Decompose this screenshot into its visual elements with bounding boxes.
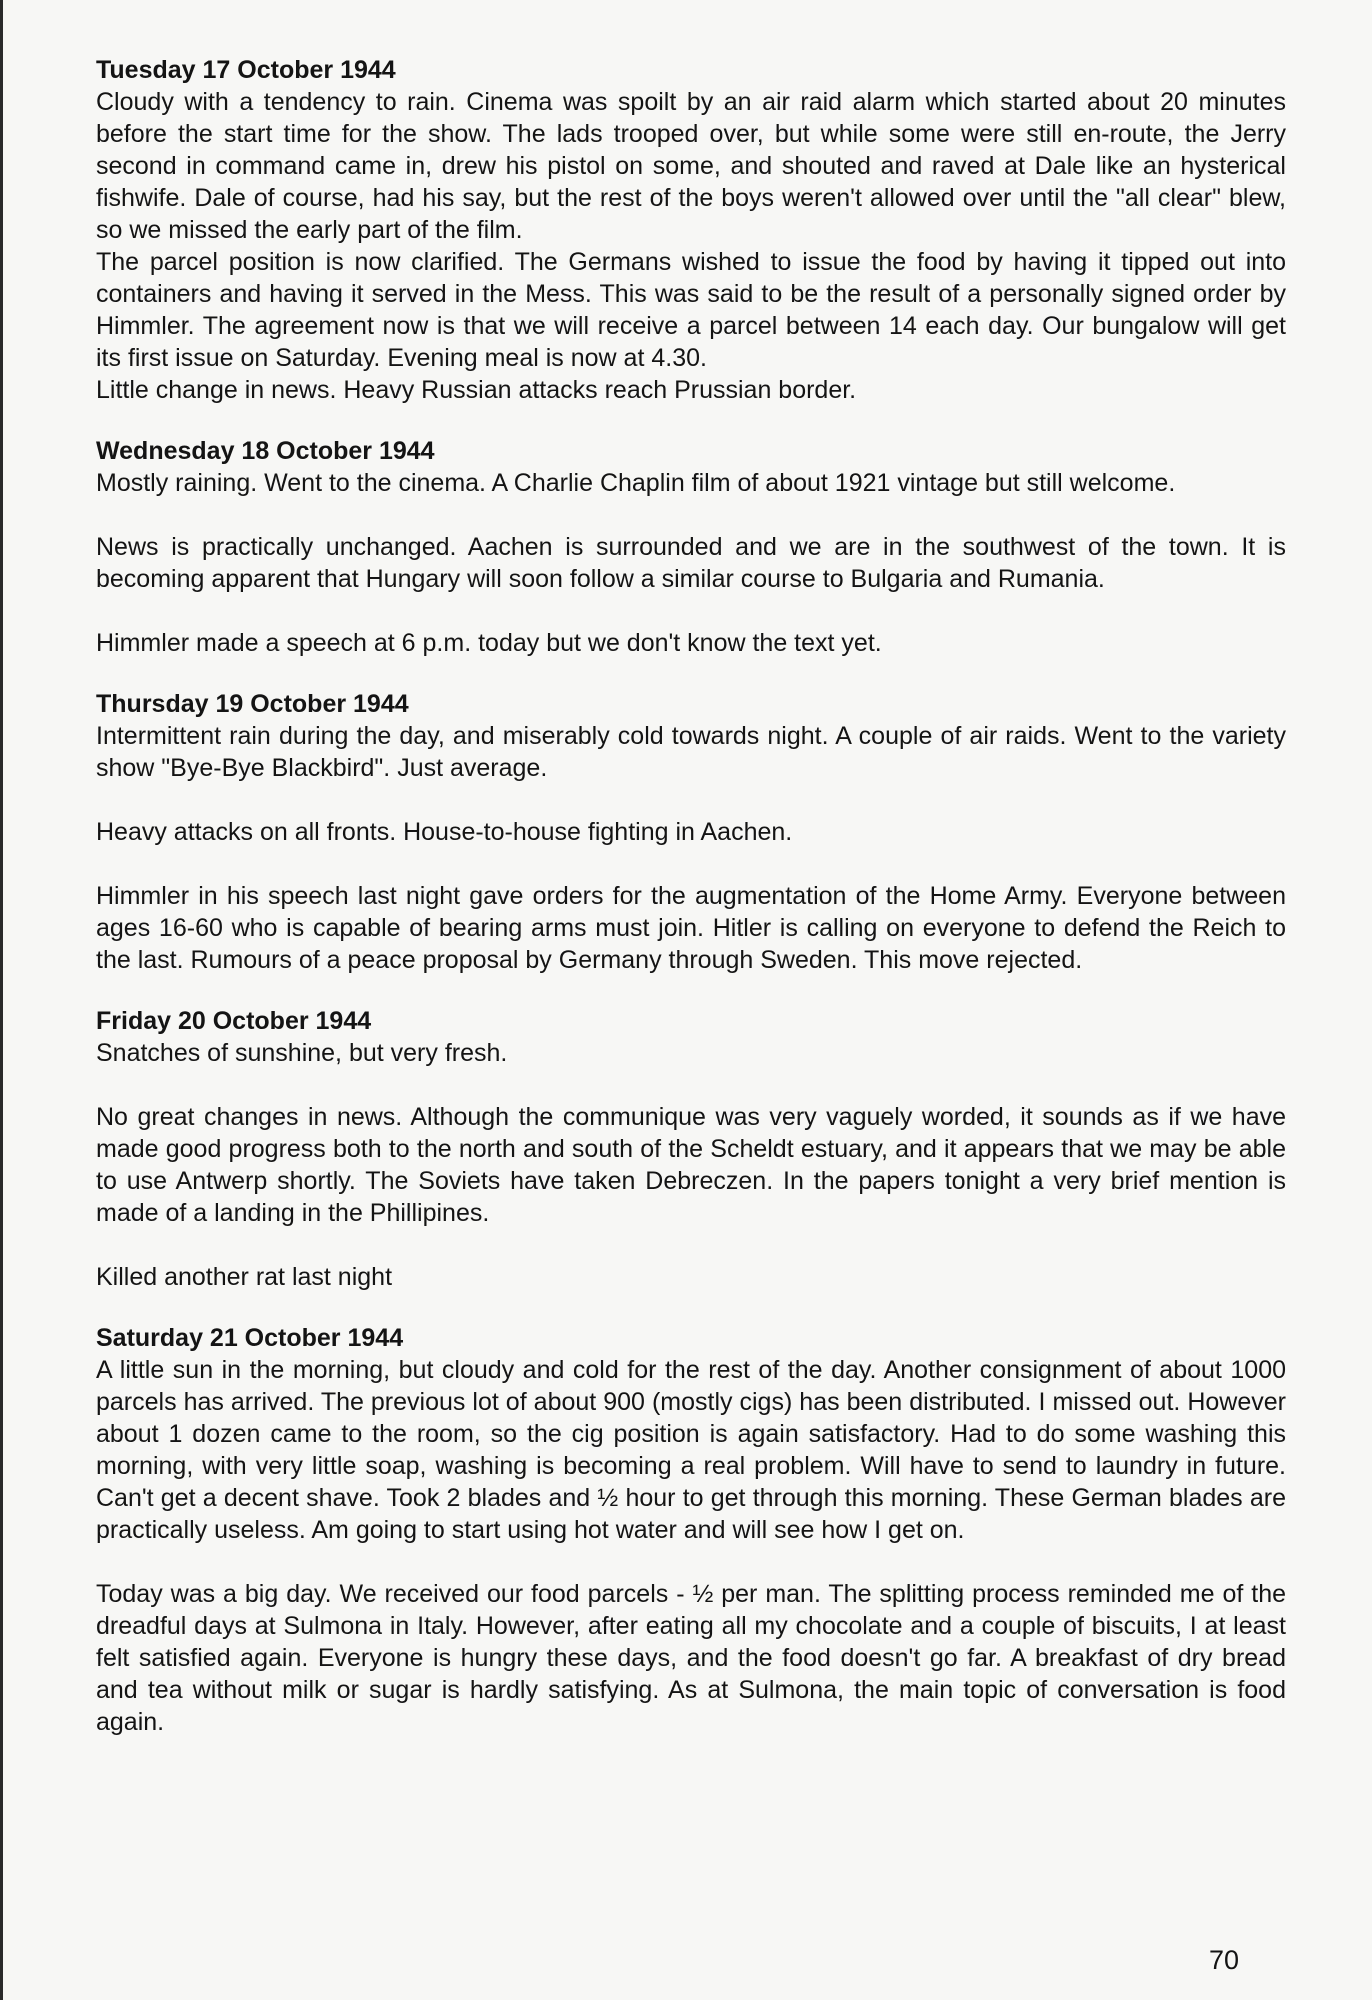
entry-paragraph: Killed another rat last night — [96, 1263, 393, 1291]
entry-paragraph: Mostly raining. Went to the cinema. A Charlie Chaplin film of about 1921 vintage but still welcome. — [96, 469, 1176, 497]
entry-paragraph: Himmler made a speech at 6 p.m. today but we don't know the text yet. — [96, 629, 882, 657]
entry-paragraph: Cloudy with a tendency to rain. Cinema was spoilt by an air raid alarm which started about 20 minutes before the start time for the show. The lads trooped over, but while some were still en-route, the Jerry second in command came in, drew his pistol on some, and shouted and raved at Dale like an hysterical fishwife. Dale of course, had his say, but the rest of the boys weren't allowed over until the "all clear" blew, so we missed the early part of the film. — [96, 88, 1286, 244]
entry-paragraph: Today was a big day. We received our food parcels - ½ per man. The splitting process reminded me of the dreadful days at Sulmona in Italy. However, after eating all my chocolate and a couple of biscuits, I at least felt satisfied again. Everyone is hungry these days, and the food doesn't go far. A breakfast of dry bread and tea without milk or sugar is hardly satisfying. As at Sulmona, the main topic of conversation is food again. — [96, 1580, 1286, 1736]
page-number: 70 — [1208, 1945, 1239, 1975]
entry-paragraph: Little change in news. Heavy Russian attacks reach Prussian border. — [96, 376, 857, 404]
entry-paragraph: Intermittent rain during the day, and miserably cold towards night. A couple of air raids. Went to the variety show "Bye-Bye Blackbird". Just average. — [96, 722, 1286, 782]
entry-paragraph: No great changes in news. Although the communique was very vaguely worded, it sounds as if we have made good progress both to the north and south of the Scheldt estuary, and it appears that we may be able to use Antwerp shortly. The Soviets have taken Debreczen. In the papers tonight a very brief mention is made of a landing in the Phillipines. — [96, 1103, 1286, 1227]
entry-paragraph: Heavy attacks on all fronts. House-to-house fighting in Aachen. — [96, 818, 793, 846]
entry-date: Saturday 21 October 1944 — [96, 1324, 404, 1352]
entry-paragraph: News is practically unchanged. Aachen is surrounded and we are in the southwest of the town. It is becoming apparent that Hungary will soon follow a similar course to Bulgaria and Rumania. — [96, 533, 1286, 593]
entry-date: Thursday 19 October 1944 — [96, 690, 409, 718]
diary-entry — [96, 435, 1286, 659]
diary-entry — [96, 54, 1286, 406]
diary-entry — [96, 1322, 1286, 1738]
diary-page — [96, 54, 1286, 1767]
entry-date: Tuesday 17 October 1944 — [96, 56, 396, 84]
page-edge-shadow — [0, 0, 3, 2000]
diary-entry — [96, 688, 1286, 976]
entry-date: Wednesday 18 October 1944 — [96, 437, 435, 465]
entry-paragraph: The parcel position is now clarified. The Germans wished to issue the food by having it tipped out into containers and having it served in the Mess. This was said to be the result of a personally signed order by Himmler. The agreement now is that we will receive a parcel between 14 each day. Our bungalow will get its first issue on Saturday. Evening meal is now at 4.30. — [96, 248, 1286, 372]
entry-paragraph: Snatches of sunshine, but very fresh. — [96, 1039, 508, 1067]
diary-entry — [96, 1005, 1286, 1293]
entry-date: Friday 20 October 1944 — [96, 1007, 372, 1035]
entry-paragraph: A little sun in the morning, but cloudy and cold for the rest of the day. Another consignment of about 1000 parcels has arrived. The previous lot of about 900 (mostly cigs) has been distributed. I missed out. However about 1 dozen came to the room, so the cig position is again satisfactory. Had to do some washing this morning, with very little soap, washing is becoming a real problem. Will have to send to laundry in future. Can't get a decent shave. Took 2 blades and ½ hour to get through this morning. These German blades are practically useless. Am going to start using hot water and will see how I get on. — [96, 1356, 1286, 1544]
entry-paragraph: Himmler in his speech last night gave orders for the augmentation of the Home Army. Everyone between ages 16-60 who is capable of bearing arms must join. Hitler is calling on everyone to defend the Reich to the last. Rumours of a peace proposal by Germany through Sweden. This move rejected. — [96, 882, 1286, 974]
